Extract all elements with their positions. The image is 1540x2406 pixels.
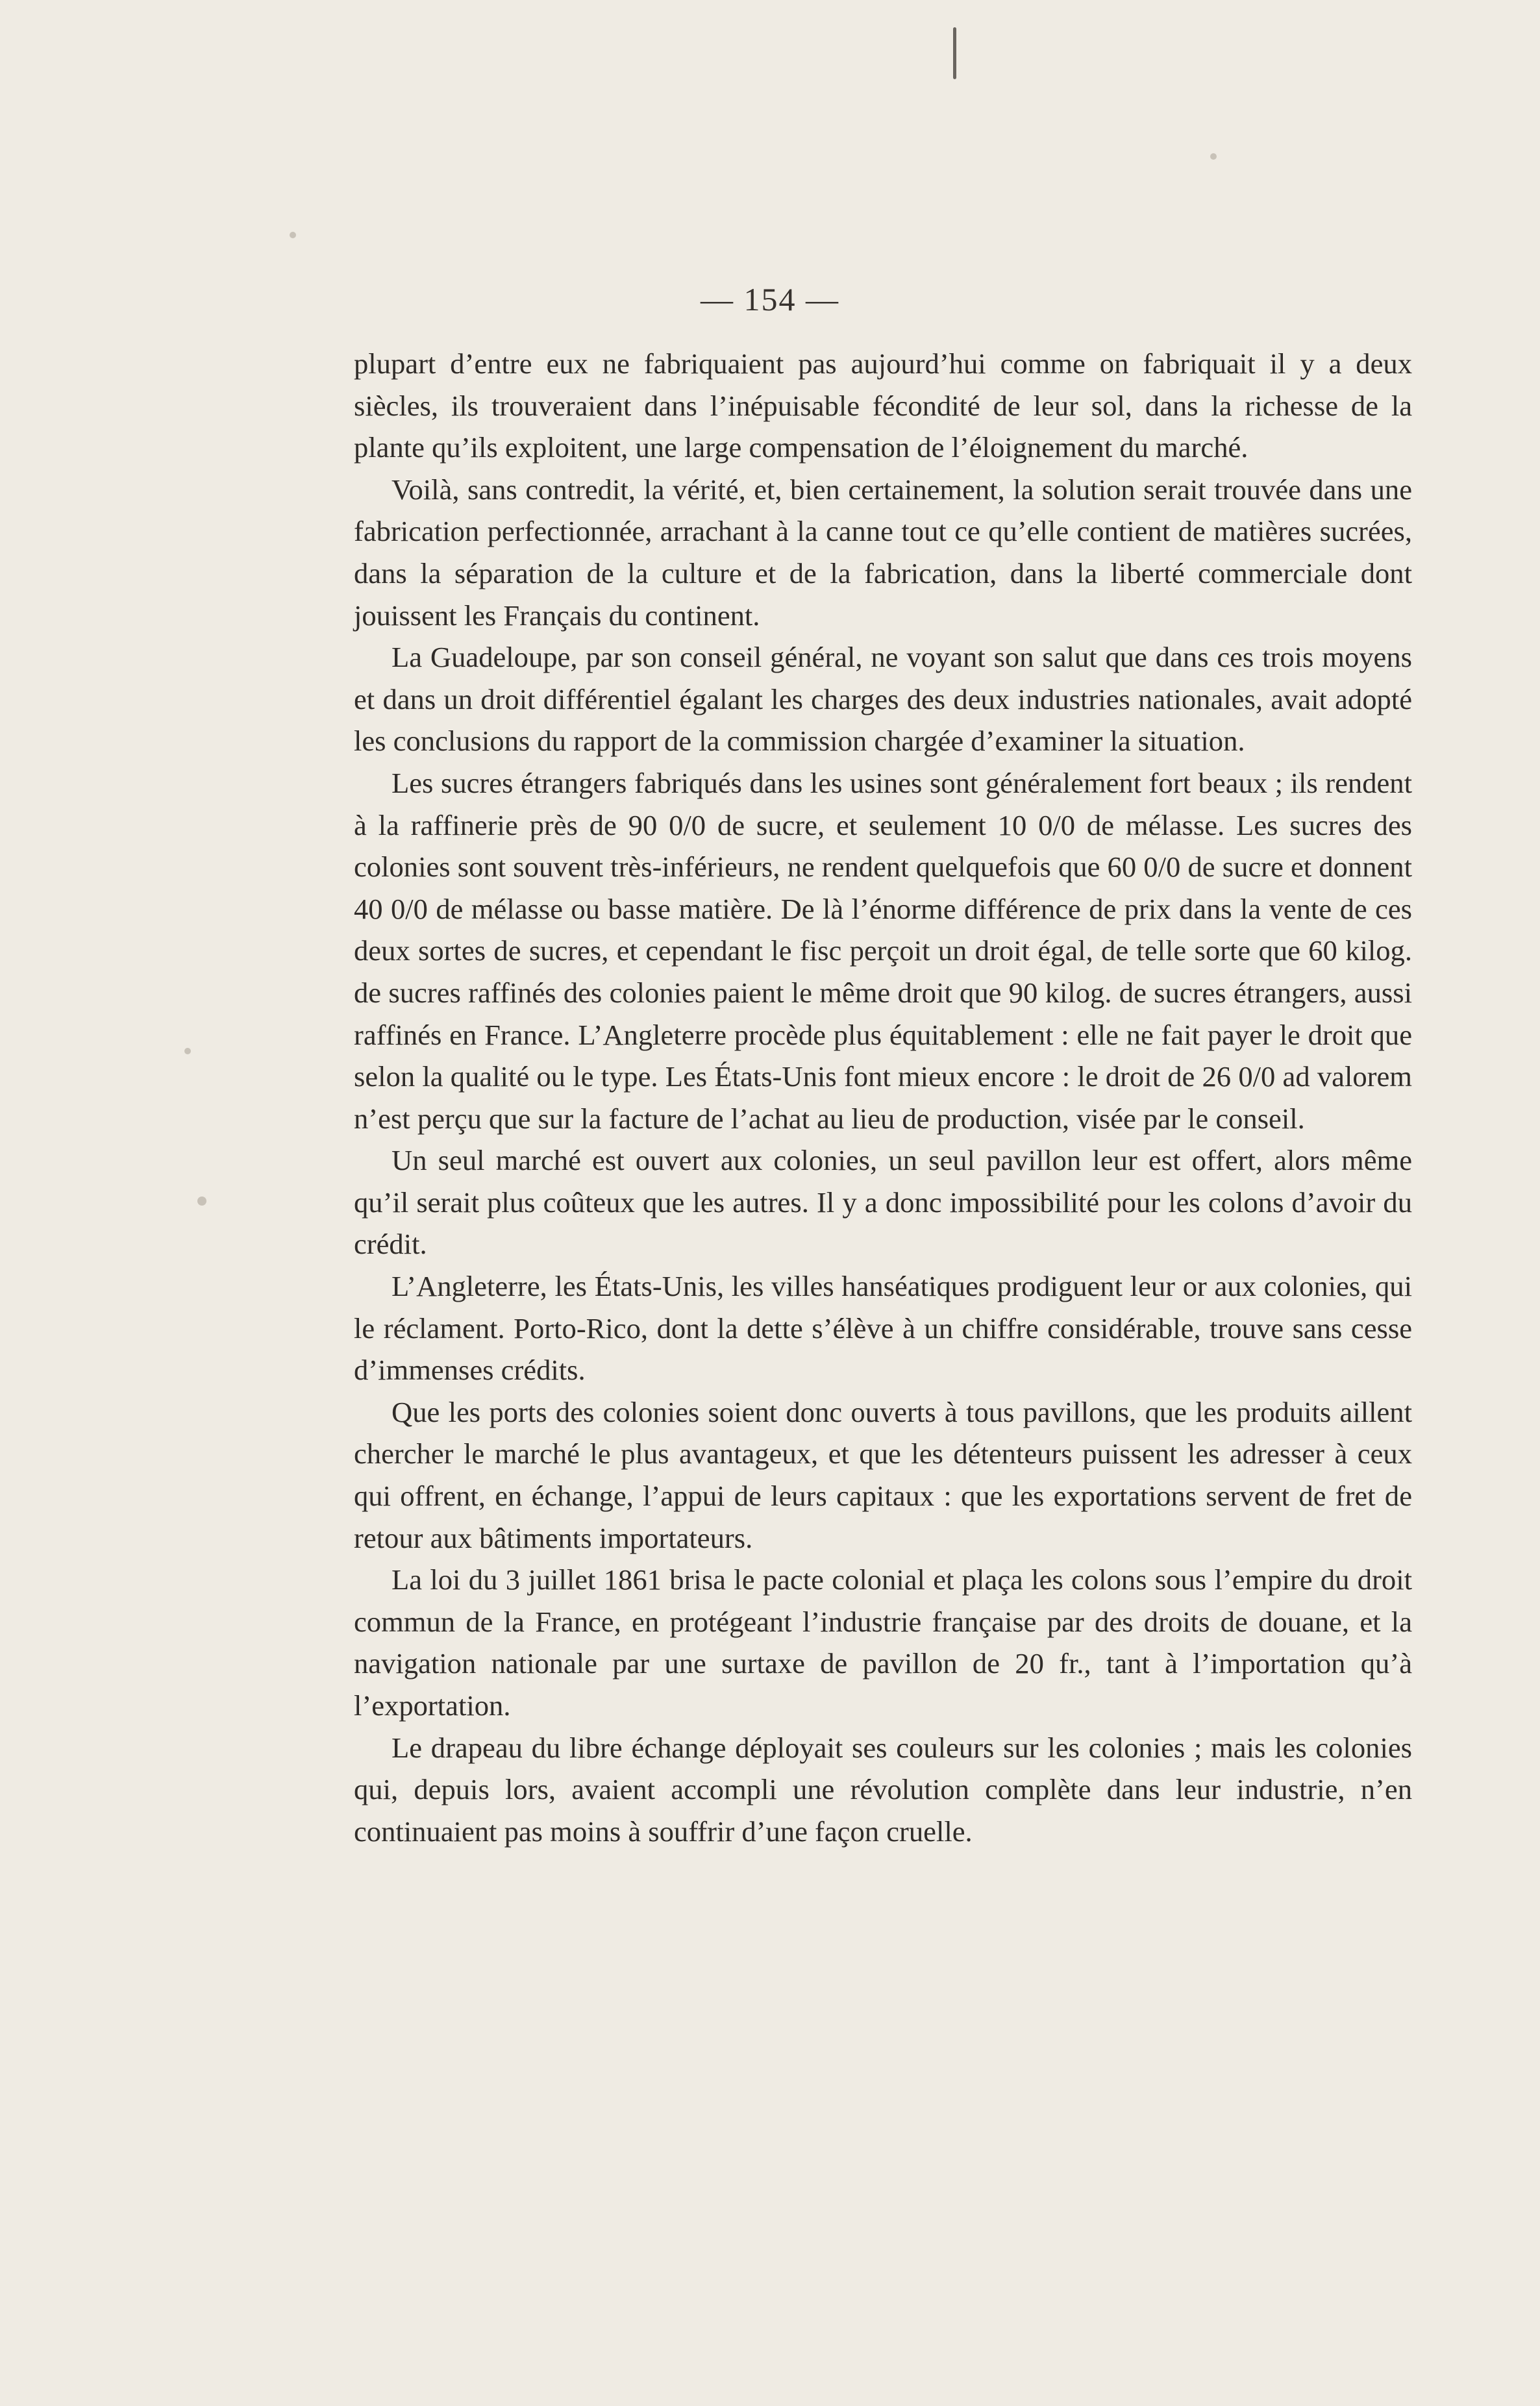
paper-speck (290, 232, 296, 238)
paragraph: Que les ports des colonies soient donc ouverts à tous pavillons, que les produits aillent chercher le marché le plus avantageux, et que les détenteurs puissent les adresser à ceux qui offrent, en échange, l’appui de leurs capitaux : que les exportations servent de fret de retour aux bâtiments importateurs. (354, 1395, 1412, 1554)
paragraph: plupart d’entre eux ne fabriquaient pas aujourd’hui comme on fabriquait il y a deux siècles, ils trouveraient dans l’inépuisable fécondité de leur sol, dans la richesse de la plante qu’ils exploitent, une large compensation de l’éloignement du marché. (354, 347, 1412, 464)
paragraph: L’Angleterre, les États-Unis, les villes hanséatiques prodiguent leur or aux colonies, qui le réclament. Porto-Rico, dont la dette s’élève à un chiffre considérable, trouve sans cesse d’immenses crédits. (354, 1270, 1412, 1387)
paper-speck (197, 1197, 206, 1206)
paragraph: Le drapeau du libre échange déployait ses couleurs sur les colonies ; mais les colonies qui, depuis lors, avaient accompli une révolution complète dans leur industrie, n’en continuaient pas moins à souffrir d’une façon cruelle. (354, 1731, 1412, 1848)
paragraph: Les sucres étrangers fabriqués dans les usines sont généralement fort beaux ; ils rendent à la raffinerie près de 90 0/0 de sucre, et seulement 10 0/0 de mélasse. Les sucres des colonies sont souvent très-inférieurs, ne rendent quelquefois que 60 0/0 de sucre et donnent 40 0/0 de mélasse ou basse matière. De là l’énorme différence de prix dans la vente de ces deux sortes de sucres, et cependant le fisc perçoit un droit égal, de telle sorte que 60 kilog. de sucres raffinés des colonies paient le même droit que 90 kilog. de sucres étrangers, aussi raffinés en France. L’Angleterre procède plus équitablement : elle ne fait payer le droit que selon la qualité ou le type. Les États-Unis font mieux encore : le droit de 26 0/0 ad valorem n’est perçu que sur la facture de l’achat au lieu de production, visée par le conseil. (354, 766, 1412, 1135)
paper-speck (184, 1048, 191, 1054)
body-text (354, 343, 1412, 1852)
paragraph: Voilà, sans contredit, la vérité, et, bien certainement, la solution serait trouvée dans une fabrication perfectionnée, arrachant à la canne tout ce qu’elle contient de matières sucrées, dans la séparation de la culture et de la fabrication, dans la liberté commerciale dont jouissent les Français du continent. (354, 473, 1412, 632)
paper-speck (1210, 153, 1217, 160)
page-number: — 154 — (701, 281, 839, 317)
binding-mark (953, 27, 956, 79)
paragraph: La loi du 3 juillet 1861 brisa le pacte colonial et plaça les colons sous l’empire du droit commun de la France, en protégeant l’industrie française par des droits de douane, et la navigation nationale par une surtaxe de pavillon de 20 fr., tant à l’importation qu’à l’exportation. (354, 1563, 1412, 1722)
paragraph: Un seul marché est ouvert aux colonies, un seul pavillon leur est offert, alors même qu’il serait plus coûteux que les autres. Il y a donc impossibilité pour les colons d’avoir du crédit. (354, 1144, 1412, 1261)
paragraph: La Guadeloupe, par son conseil général, ne voyant son salut que dans ces trois moyens et dans un droit différentiel égalant les charges des deux industries nationales, avait adopté les conclusions du rapport de la commission chargée d’examiner la situation. (354, 641, 1412, 758)
